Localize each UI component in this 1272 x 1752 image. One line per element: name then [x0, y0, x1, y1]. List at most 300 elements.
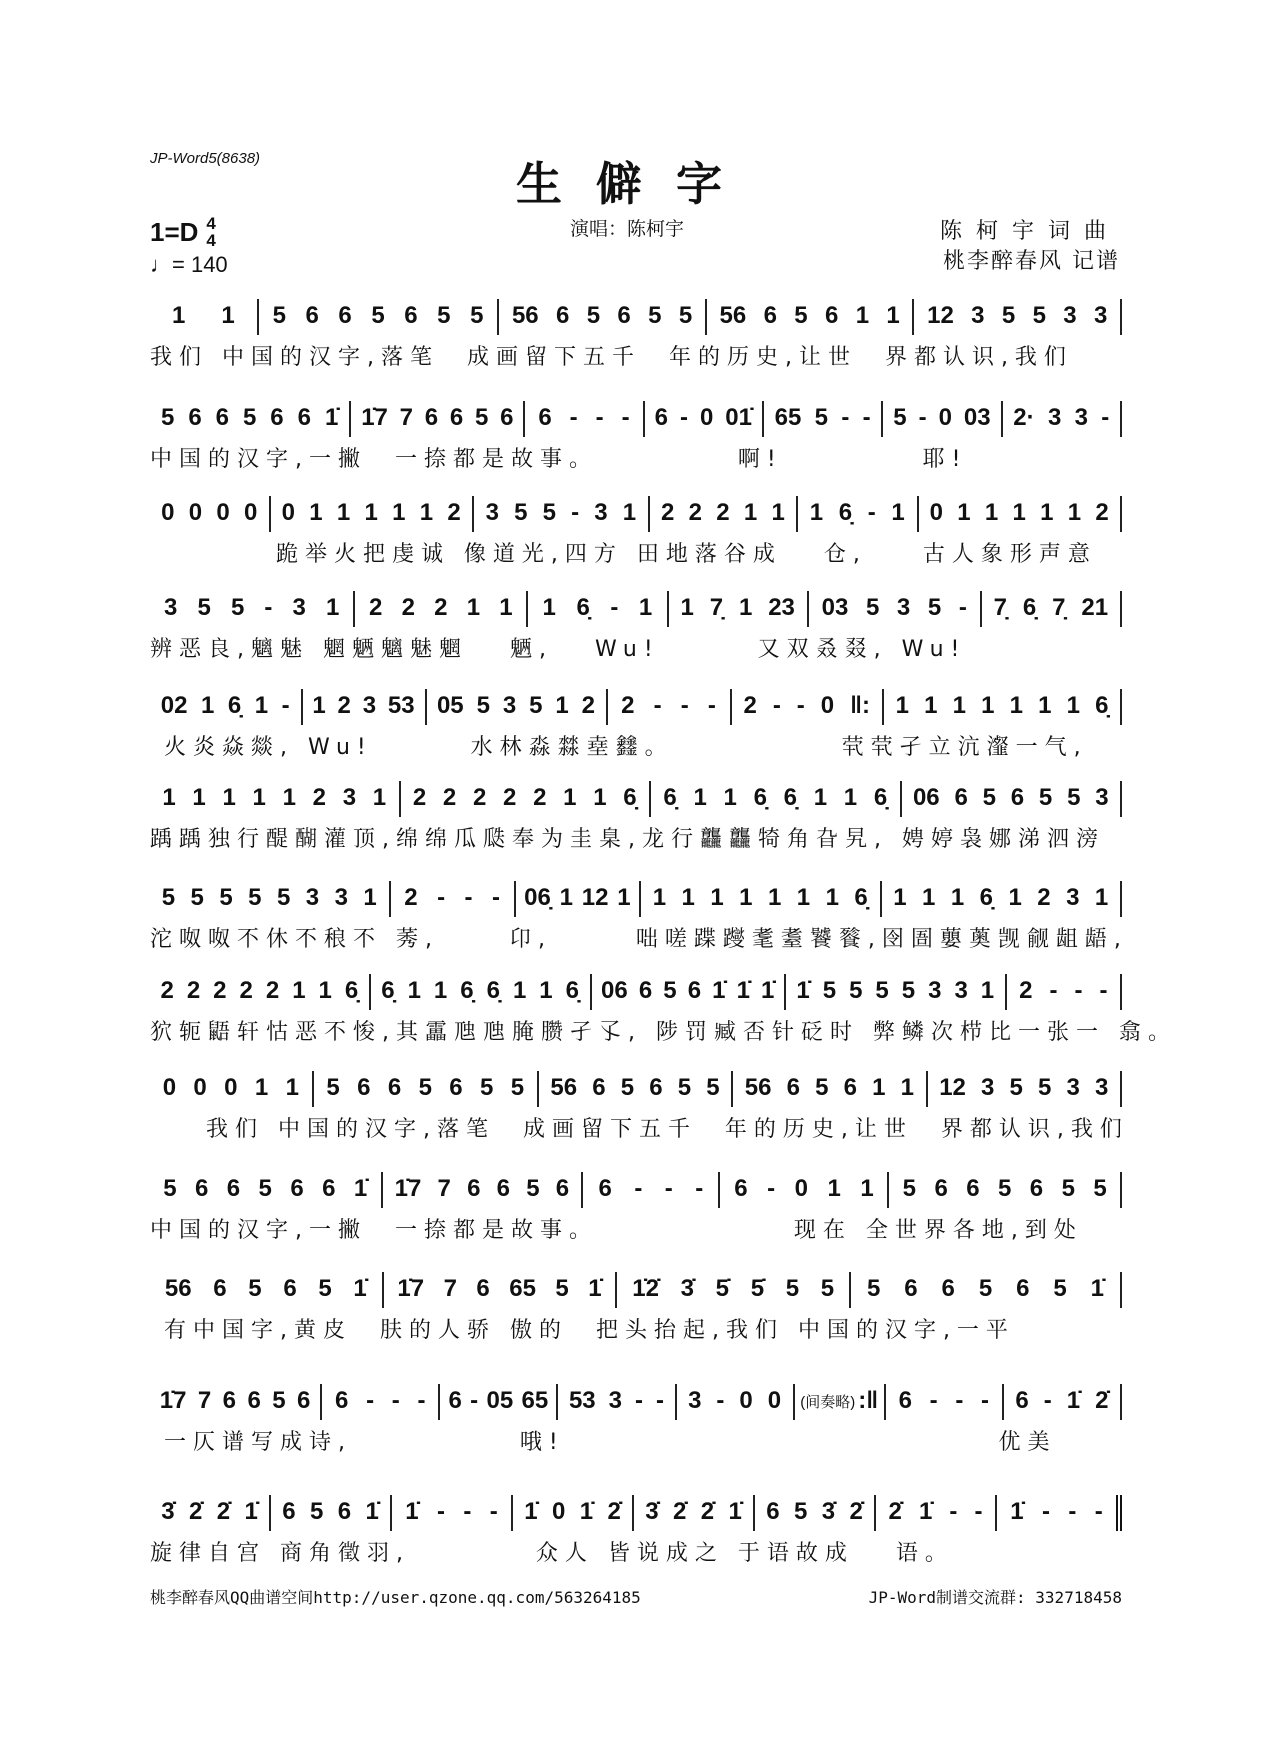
note: 6̣ — [1022, 594, 1037, 621]
note: 5 — [1038, 784, 1053, 811]
note: 1̇ — [1010, 1498, 1024, 1525]
note: 0 — [938, 404, 952, 431]
note: 1 — [723, 784, 737, 811]
note: 5 — [814, 404, 829, 431]
note: 2 — [312, 784, 327, 811]
note: 5 — [902, 1175, 917, 1202]
measure — [351, 401, 525, 437]
note: 1 — [1038, 692, 1052, 719]
note: 3 — [608, 1387, 623, 1414]
note: 1 — [843, 784, 858, 811]
note: 3 — [1093, 302, 1108, 329]
note: 6 — [1016, 1275, 1030, 1302]
note: 6̣ — [783, 784, 797, 811]
note: 5 — [663, 977, 677, 1004]
note: 1̇ — [244, 1498, 258, 1525]
singer: 演唱：陈柯宇 — [570, 218, 685, 240]
note: - — [862, 404, 871, 431]
note: 0 — [216, 499, 230, 526]
note: 6 — [687, 977, 702, 1004]
note: 1 — [252, 784, 266, 811]
measure — [732, 689, 885, 725]
note: - — [955, 1387, 964, 1414]
note: 2 — [434, 594, 448, 621]
note: 1 — [292, 977, 306, 1004]
note: 5 — [242, 404, 257, 431]
note: - — [264, 594, 273, 621]
lyrics-line: 踽踽独行醍醐灌顶,绵绵瓜瓞奉为圭臬,龙行龘龘犄角旮旯, 娉婷袅娜涕泗滂 — [150, 827, 1105, 852]
note: - — [1099, 977, 1108, 1004]
note: 6 — [305, 302, 319, 329]
note: 1 — [738, 594, 753, 621]
measure — [150, 496, 271, 532]
note: 3 — [485, 499, 499, 526]
note: 2· — [1013, 404, 1035, 431]
lyrics-line: 有中国字,黄皮 肤的人骄 傲的 把头抬起,我们 中国的汉字,一平 — [150, 1318, 1015, 1343]
note: ‖: — [850, 692, 871, 719]
note: 1 — [364, 499, 378, 526]
measure — [809, 591, 982, 627]
measure — [851, 1272, 1122, 1308]
note: 6̣ — [460, 977, 474, 1004]
note: 1 — [771, 499, 785, 526]
note: 1 — [652, 884, 667, 911]
note: 1̇7 — [397, 1275, 425, 1302]
note: 05 — [436, 692, 464, 719]
note: 6 — [449, 404, 464, 431]
note: 0 — [224, 1074, 238, 1101]
notes-line — [150, 688, 1122, 726]
note: 5 — [1009, 1074, 1023, 1101]
measure — [902, 781, 1122, 817]
score-row — [150, 495, 1122, 568]
note: 6 — [555, 1175, 570, 1202]
note: 6 — [654, 404, 668, 431]
note: - — [436, 1498, 445, 1525]
note: - — [772, 692, 781, 719]
note: 6 — [824, 302, 839, 329]
note: 2 — [442, 784, 457, 811]
note: 3 — [981, 1074, 995, 1101]
note: 2 — [660, 499, 675, 526]
measure — [528, 591, 668, 627]
note: 3 — [502, 692, 517, 719]
note: 3̇ — [645, 1498, 659, 1525]
measure — [883, 401, 1002, 437]
measure — [651, 781, 902, 817]
note: 1̇ — [918, 1498, 933, 1525]
note: 7 — [399, 404, 414, 431]
note: 5 — [706, 1074, 720, 1101]
note: 5 — [978, 1275, 993, 1302]
note: - — [841, 404, 850, 431]
note: 6 — [424, 404, 439, 431]
measure — [677, 1384, 795, 1420]
note: 56 — [164, 1275, 192, 1302]
note: 21 — [1081, 594, 1109, 621]
note: 1̇7 — [361, 404, 388, 431]
note: 12 — [581, 884, 609, 911]
note: 1̇ — [405, 1498, 419, 1525]
note: 2 — [265, 977, 280, 1004]
measure — [645, 401, 764, 437]
note: 6 — [387, 1074, 402, 1101]
note: 06̣ — [524, 884, 551, 911]
lyrics-line: 中国的汉字,一撇 一捺都是故事。 啊! 耶! — [150, 447, 968, 472]
note: - — [1094, 1498, 1103, 1525]
lyrics-line: 沱呶呶不休不稂不 莠, 卬, 咄嗟蹀躞耄耋饕餮,囹圄蘡薁觊觎龃龉, — [150, 927, 1128, 952]
note: 2̇ — [849, 1498, 863, 1525]
note: 5 — [526, 1175, 540, 1202]
note: 6 — [638, 977, 653, 1004]
note: 2 — [688, 499, 702, 526]
note: 2 — [369, 594, 383, 621]
measure — [634, 1495, 755, 1531]
measure — [617, 1272, 851, 1308]
note: 6 — [598, 1175, 612, 1202]
note: 6 — [556, 302, 570, 329]
note: - — [417, 1387, 426, 1414]
note: - — [918, 404, 927, 431]
note: 56 — [550, 1074, 578, 1101]
note: 1 — [813, 784, 828, 811]
measure — [150, 1384, 322, 1420]
note: 3̇ — [821, 1498, 836, 1525]
note: 1 — [886, 302, 900, 329]
note: 1 — [282, 784, 296, 811]
note: 1̇ — [353, 1275, 367, 1302]
measure — [720, 1172, 889, 1208]
measure — [914, 299, 1122, 335]
note: 5 — [197, 594, 211, 621]
note: 1 — [222, 784, 236, 811]
note: 6̣ — [838, 499, 853, 526]
note: 1 — [318, 977, 332, 1004]
note: 2 — [337, 692, 351, 719]
note: 0 — [161, 499, 175, 526]
measure — [150, 1272, 384, 1308]
note: 1 — [1012, 499, 1026, 526]
score-row — [150, 973, 1177, 1046]
note: 06 — [912, 784, 940, 811]
note: 1 — [950, 884, 965, 911]
lyrics-line: 我们 中国的汉字,落笔 成画留下五千 年的历史,让世 界都认识,我们 — [150, 1117, 1129, 1142]
measure — [889, 1172, 1122, 1208]
note: 6 — [215, 404, 229, 431]
note: 1 — [407, 977, 421, 1004]
note: 2 — [1037, 884, 1051, 911]
note: - — [1101, 404, 1110, 431]
note: 1 — [312, 692, 326, 719]
measure — [641, 881, 882, 917]
note: 2̇ — [888, 1498, 902, 1525]
note: 6 — [592, 1074, 606, 1101]
score-row — [150, 1070, 1129, 1143]
measure — [392, 1495, 513, 1531]
note: 1 — [254, 692, 269, 719]
note: 3 — [342, 784, 357, 811]
note: 1 — [693, 784, 707, 811]
note: 1 — [309, 499, 323, 526]
note: 5̇ — [715, 1275, 730, 1302]
measure — [427, 689, 608, 725]
note: 1 — [825, 884, 839, 911]
note: 2 — [621, 692, 635, 719]
notes-line — [150, 495, 1122, 533]
notator: 桃李醉春风 记谱 — [943, 249, 1120, 274]
note: 3 — [1095, 784, 1109, 811]
measure — [876, 1495, 997, 1531]
note: 1 — [980, 977, 995, 1004]
key-signature — [150, 215, 216, 249]
notes-line — [150, 1070, 1122, 1108]
note: - — [680, 692, 689, 719]
measure — [513, 1495, 634, 1531]
note: 6 — [966, 1175, 980, 1202]
note: 5 — [677, 1074, 692, 1101]
note: 5 — [794, 302, 808, 329]
note: 12 — [939, 1074, 966, 1101]
lyrics-line: 辨恶良,魑魅 魍魉魑魅魍 魉, Wu! 又双叒叕, Wu! — [150, 637, 967, 662]
note: 5 — [480, 1074, 494, 1101]
note: 3 — [688, 1387, 702, 1414]
note: 1̇7 — [159, 1387, 187, 1414]
note: - — [958, 594, 967, 621]
measure — [786, 974, 1007, 1010]
measure — [795, 1384, 886, 1420]
note: 5 — [371, 302, 385, 329]
notes-line — [150, 1171, 1122, 1209]
note: 56 — [744, 1074, 772, 1101]
note: 65 — [774, 404, 802, 431]
note: 6 — [338, 302, 352, 329]
note: 3 — [954, 977, 968, 1004]
note: 2 — [160, 977, 174, 1004]
note: 0 — [820, 692, 835, 719]
lyrics-line: 旋律自宫 商角徵羽, 众人 皆说成之 于语故成 语。 — [150, 1541, 954, 1566]
note: 7̣ — [1052, 594, 1066, 621]
measure — [303, 689, 427, 725]
note: 0 — [699, 404, 714, 431]
note: 6 — [941, 1275, 955, 1302]
note: 03 — [821, 594, 849, 621]
note: 6 — [188, 404, 202, 431]
note: 1 — [796, 884, 811, 911]
note: 6 — [904, 1275, 918, 1302]
note: 3̇ — [161, 1498, 175, 1525]
notes-line — [150, 1271, 1122, 1309]
note: 3 — [896, 594, 911, 621]
note: 6 — [322, 1175, 336, 1202]
score-row — [150, 400, 1122, 473]
note: 56 — [511, 302, 539, 329]
measure — [355, 591, 528, 627]
note: - — [1074, 977, 1083, 1004]
note: - — [1068, 1498, 1077, 1525]
note: 5 — [272, 302, 286, 329]
note: 1 — [172, 302, 186, 329]
note: 1 — [1066, 692, 1080, 719]
measure — [271, 1495, 392, 1531]
score-row — [150, 780, 1122, 853]
note: 3 — [292, 594, 306, 621]
note: 1 — [924, 692, 938, 719]
note: 5 — [927, 594, 942, 621]
note: 1 — [221, 302, 235, 329]
note: 6 — [297, 404, 311, 431]
note: 1 — [860, 1175, 874, 1202]
note: 5 — [248, 1275, 262, 1302]
notes-line — [150, 400, 1122, 438]
measure — [997, 1495, 1122, 1531]
measure — [592, 974, 786, 1010]
measure — [525, 401, 644, 437]
note: 6 — [934, 1175, 948, 1202]
note: 6̣ — [381, 977, 395, 1004]
note: 1 — [855, 302, 870, 329]
note: 6 — [222, 1387, 237, 1414]
note: 6 — [467, 1175, 481, 1202]
lyrics-line: 一仄谱写成诗, 哦! 优美 — [150, 1430, 1057, 1455]
note: 3 — [594, 499, 608, 526]
note: 6̣ — [663, 784, 677, 811]
note: - — [695, 1175, 704, 1202]
note: 1 — [499, 594, 513, 621]
note: 5 — [474, 404, 489, 431]
note: 5 — [1053, 1275, 1067, 1302]
note: 5 — [470, 302, 484, 329]
note: 5 — [1067, 784, 1081, 811]
note: 1 — [1067, 499, 1082, 526]
note: 5 — [230, 594, 245, 621]
note: 0 — [193, 1074, 207, 1101]
measure — [516, 881, 641, 917]
note: 1̇ — [365, 1498, 379, 1525]
measure — [150, 781, 401, 817]
note: 1 — [363, 884, 377, 911]
note: 5 — [1038, 1074, 1052, 1101]
note: 5 — [418, 1074, 432, 1101]
measure — [755, 1495, 876, 1531]
note: 1̇7 — [394, 1175, 422, 1202]
note: 5 — [529, 692, 543, 719]
note: 1 — [162, 784, 176, 811]
note: 6 — [270, 404, 284, 431]
note: 6 — [213, 1275, 227, 1302]
note: 3 — [164, 594, 178, 621]
note: 1 — [809, 499, 824, 526]
note: 7 — [437, 1175, 451, 1202]
note: 6̣ — [576, 594, 590, 621]
note: 56 — [719, 302, 747, 329]
measure — [150, 1495, 271, 1531]
note: 1 — [539, 977, 553, 1004]
note: 6 — [404, 302, 418, 329]
score-row — [150, 1171, 1122, 1244]
notes-line — [150, 590, 1122, 628]
composer: 陈柯宇词曲 — [939, 219, 1120, 244]
note: 05 — [486, 1387, 514, 1414]
note: 65 — [521, 1387, 549, 1414]
score-row — [150, 1494, 1122, 1567]
note: 6 — [617, 302, 631, 329]
note: 6 — [335, 1387, 349, 1414]
measure — [150, 299, 259, 335]
note: 5 — [190, 884, 204, 911]
note: 2̇ — [700, 1498, 715, 1525]
note: 6 — [247, 1387, 261, 1414]
note: 5 — [514, 499, 528, 526]
lyrics-line: 火炎焱燚, Wu! 水林淼㵘㙓𨰻。 茕茕孑立沆瀣一气, — [150, 735, 1088, 760]
note: 6 — [194, 1175, 209, 1202]
note: 6̣ — [565, 977, 579, 1004]
measure — [882, 881, 1123, 917]
note: 5 — [822, 977, 837, 1004]
measure — [558, 1384, 676, 1420]
note: 2 — [186, 977, 201, 1004]
note: 5 — [1061, 1175, 1075, 1202]
note: - — [974, 1498, 983, 1525]
note: 3 — [1047, 404, 1062, 431]
note: 5 — [820, 1275, 835, 1302]
note: 2 — [213, 977, 227, 1004]
note: 5 — [982, 784, 996, 811]
note: 1 — [893, 884, 907, 911]
score-row — [150, 880, 1128, 953]
note: 6 — [649, 1074, 663, 1101]
note: 1̇ — [712, 977, 726, 1004]
note: - — [949, 1498, 958, 1525]
lyrics-line: 跪举火把虔诚 像道光,四方 田地落谷成 仓, 古人象形声意 — [150, 542, 1097, 567]
note: 6 — [786, 1074, 800, 1101]
note: 5 — [1093, 1175, 1107, 1202]
note: 1 — [466, 594, 481, 621]
note: - — [569, 404, 578, 431]
note: 6 — [337, 1498, 352, 1525]
note: 5 — [161, 884, 176, 911]
note: 1 — [743, 499, 758, 526]
note: 1̇ — [588, 1275, 602, 1302]
note: 1 — [201, 692, 215, 719]
note: - — [391, 1387, 400, 1414]
note: 5 — [875, 977, 889, 1004]
note: 1̇ — [761, 977, 775, 1004]
note: 1 — [984, 499, 999, 526]
note: 1̇ — [736, 977, 750, 1004]
note: 5 — [901, 977, 916, 1004]
note: 2̇ — [607, 1498, 621, 1525]
note: 1̇ — [579, 1498, 594, 1525]
note: 1 — [981, 692, 995, 719]
note: 2 — [716, 499, 730, 526]
footer-group: JP-Word制谱交流群: 332718458 — [868, 1588, 1122, 1607]
note: - — [1043, 1387, 1052, 1414]
note: 1 — [593, 784, 607, 811]
measure — [474, 496, 650, 532]
note: 53 — [387, 692, 415, 719]
note: - — [656, 1387, 665, 1414]
note: 06 — [601, 977, 628, 1004]
note: 6 — [448, 1387, 462, 1414]
note: - — [366, 1387, 375, 1414]
note: 1 — [1040, 499, 1054, 526]
software-version: JP-Word5(8638) — [150, 150, 261, 167]
measure — [150, 974, 371, 1010]
note: 1 — [957, 499, 971, 526]
note: 2̇ — [1095, 1387, 1109, 1414]
note: 5 — [542, 499, 556, 526]
note: 1̇ — [1090, 1275, 1104, 1302]
